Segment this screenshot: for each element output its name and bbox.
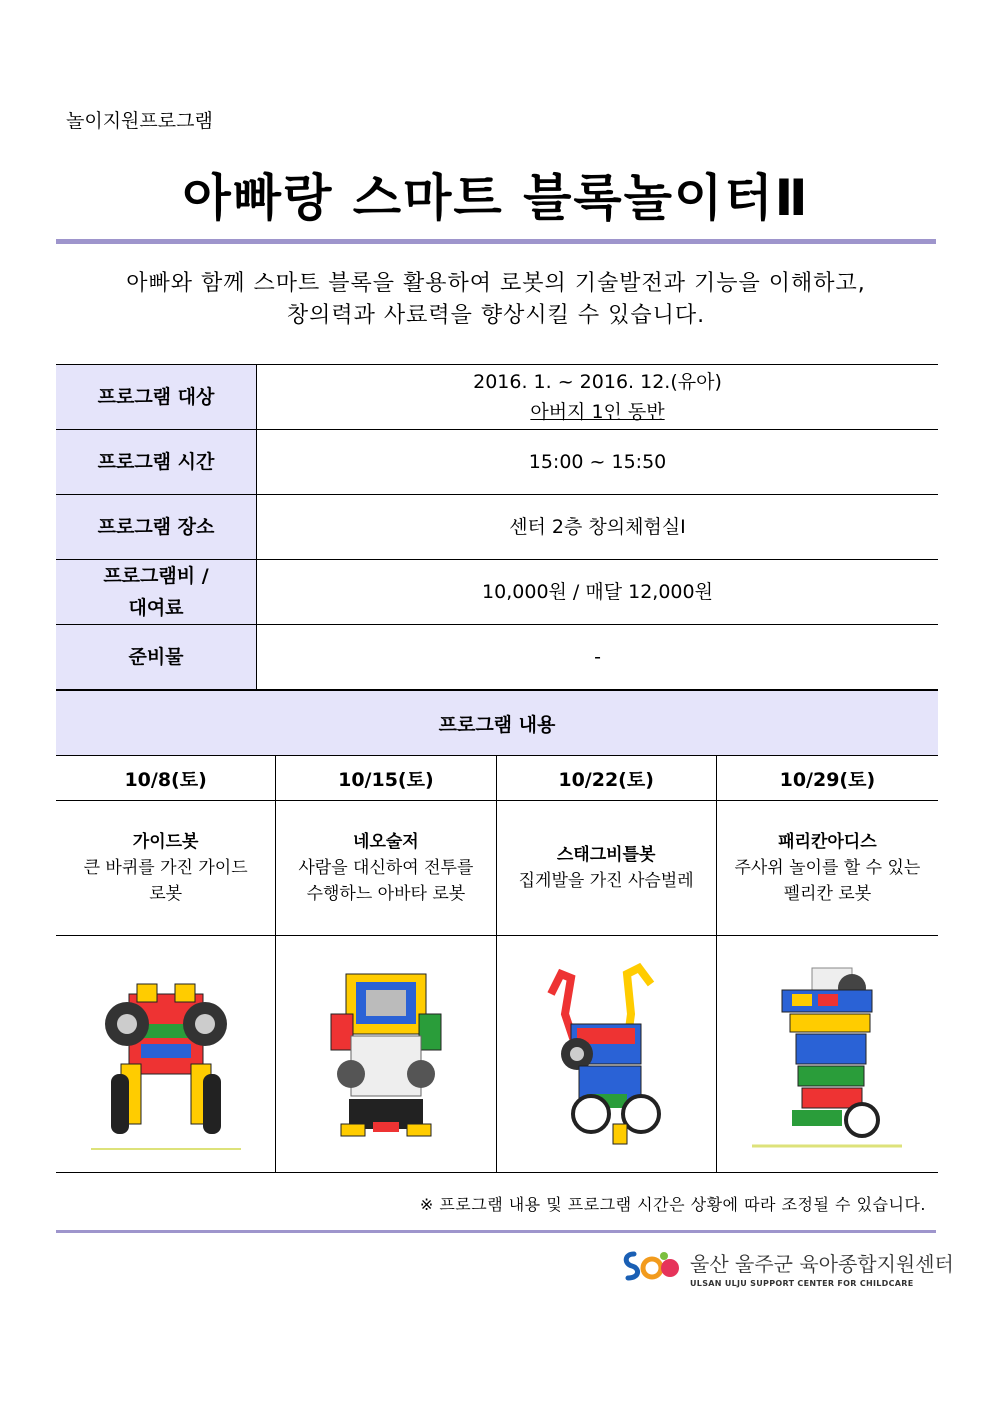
program-description xyxy=(56,268,936,332)
description-line-2: 창의력과 사료력을 향상시킬 수 있습니다. xyxy=(286,303,706,328)
center-logo-text xyxy=(690,1248,954,1288)
center-logo xyxy=(620,1248,954,1288)
notice-text: ※ 프로그램 내용 및 프로그램 시간은 상황에 따라 조정될 수 있습니다. xyxy=(419,1195,926,1214)
session-date: 10/15(토) xyxy=(276,756,496,801)
fee-label-line-1: 프로그램비 / xyxy=(103,565,209,587)
session-image-cell xyxy=(496,936,716,1173)
program-content-table xyxy=(56,690,938,1173)
time-label: 프로그램 시간 xyxy=(56,430,257,495)
info-row-target xyxy=(56,365,938,430)
session-image-cell xyxy=(56,936,276,1173)
center-name-en: ULSAN ULJU SUPPORT CENTER FOR CHILDCARE xyxy=(690,1279,914,1288)
session-description xyxy=(716,801,938,936)
robot-name: 패리칸아디스 xyxy=(778,832,877,852)
robot-desc-line: 로봇 xyxy=(149,884,183,904)
session-image-cell xyxy=(276,936,496,1173)
robot-name: 스태그비틀봇 xyxy=(556,845,656,865)
robot-desc-line: 집게발을 가진 사슴벌레 xyxy=(518,871,694,891)
guide-bot-robot-icon xyxy=(91,954,241,1154)
session-description xyxy=(496,801,716,936)
info-row-supplies xyxy=(56,625,938,690)
place-label: 프로그램 장소 xyxy=(56,495,257,560)
program-info-table xyxy=(56,364,938,690)
supplies-label: 준비물 xyxy=(56,625,257,690)
target-period: 2016. 1. ~ 2016. 12.(유아) xyxy=(473,371,722,393)
session-date: 10/8(토) xyxy=(56,756,276,801)
time-value: 15:00 ~ 15:50 xyxy=(257,430,939,495)
session-date: 10/29(토) xyxy=(716,756,938,801)
title-divider xyxy=(56,239,936,244)
center-logo-icon xyxy=(620,1248,682,1284)
fee-value: 10,000원 / 매달 12,000원 xyxy=(257,560,939,625)
robot-desc-line: 수행하느 아바타 로봇 xyxy=(306,884,466,904)
fee-label xyxy=(56,560,257,625)
description-line-1: 아빠와 함께 스마트 블록을 활용하여 로봇의 기술발전과 기능을 이해하고, xyxy=(126,271,866,296)
content-header: 프로그램 내용 xyxy=(56,691,938,756)
info-row-fee xyxy=(56,560,938,625)
footer-divider xyxy=(56,1230,936,1233)
target-accompany: 아버지 1인 동반 xyxy=(530,401,665,423)
info-row-place xyxy=(56,495,938,560)
robot-desc-line: 큰 바퀴를 가진 가이드 xyxy=(83,858,248,878)
robot-desc-line: 주사위 놀이를 할 수 있는 xyxy=(734,858,921,878)
supplies-value: - xyxy=(257,625,939,690)
pelican-robot-icon xyxy=(752,954,902,1154)
avatar-robot-icon xyxy=(311,954,461,1154)
robot-name: 네오술저 xyxy=(353,832,419,852)
robot-desc-line: 펠리칸 로봇 xyxy=(783,884,872,904)
target-label: 프로그램 대상 xyxy=(56,365,257,430)
program-category: 놀이지원프로그램 xyxy=(66,110,213,132)
page-title: 아빠랑 스마트 블록놀이터Ⅱ xyxy=(182,169,810,227)
info-row-time xyxy=(56,430,938,495)
robot-desc-line: 사람을 대신하여 전투를 xyxy=(298,858,474,878)
stag-beetle-robot-icon xyxy=(531,954,681,1154)
target-value xyxy=(257,365,939,430)
fee-label-line-2: 대여료 xyxy=(128,597,184,619)
session-description xyxy=(276,801,496,936)
session-date: 10/22(토) xyxy=(496,756,716,801)
robot-name: 가이드봇 xyxy=(132,832,199,852)
center-name-kr: 울산 울주군 육아종합지원센터 xyxy=(690,1252,954,1276)
session-description xyxy=(56,801,276,936)
place-value: 센터 2층 창의체험실Ⅰ xyxy=(257,495,939,560)
session-image-cell xyxy=(716,936,938,1173)
